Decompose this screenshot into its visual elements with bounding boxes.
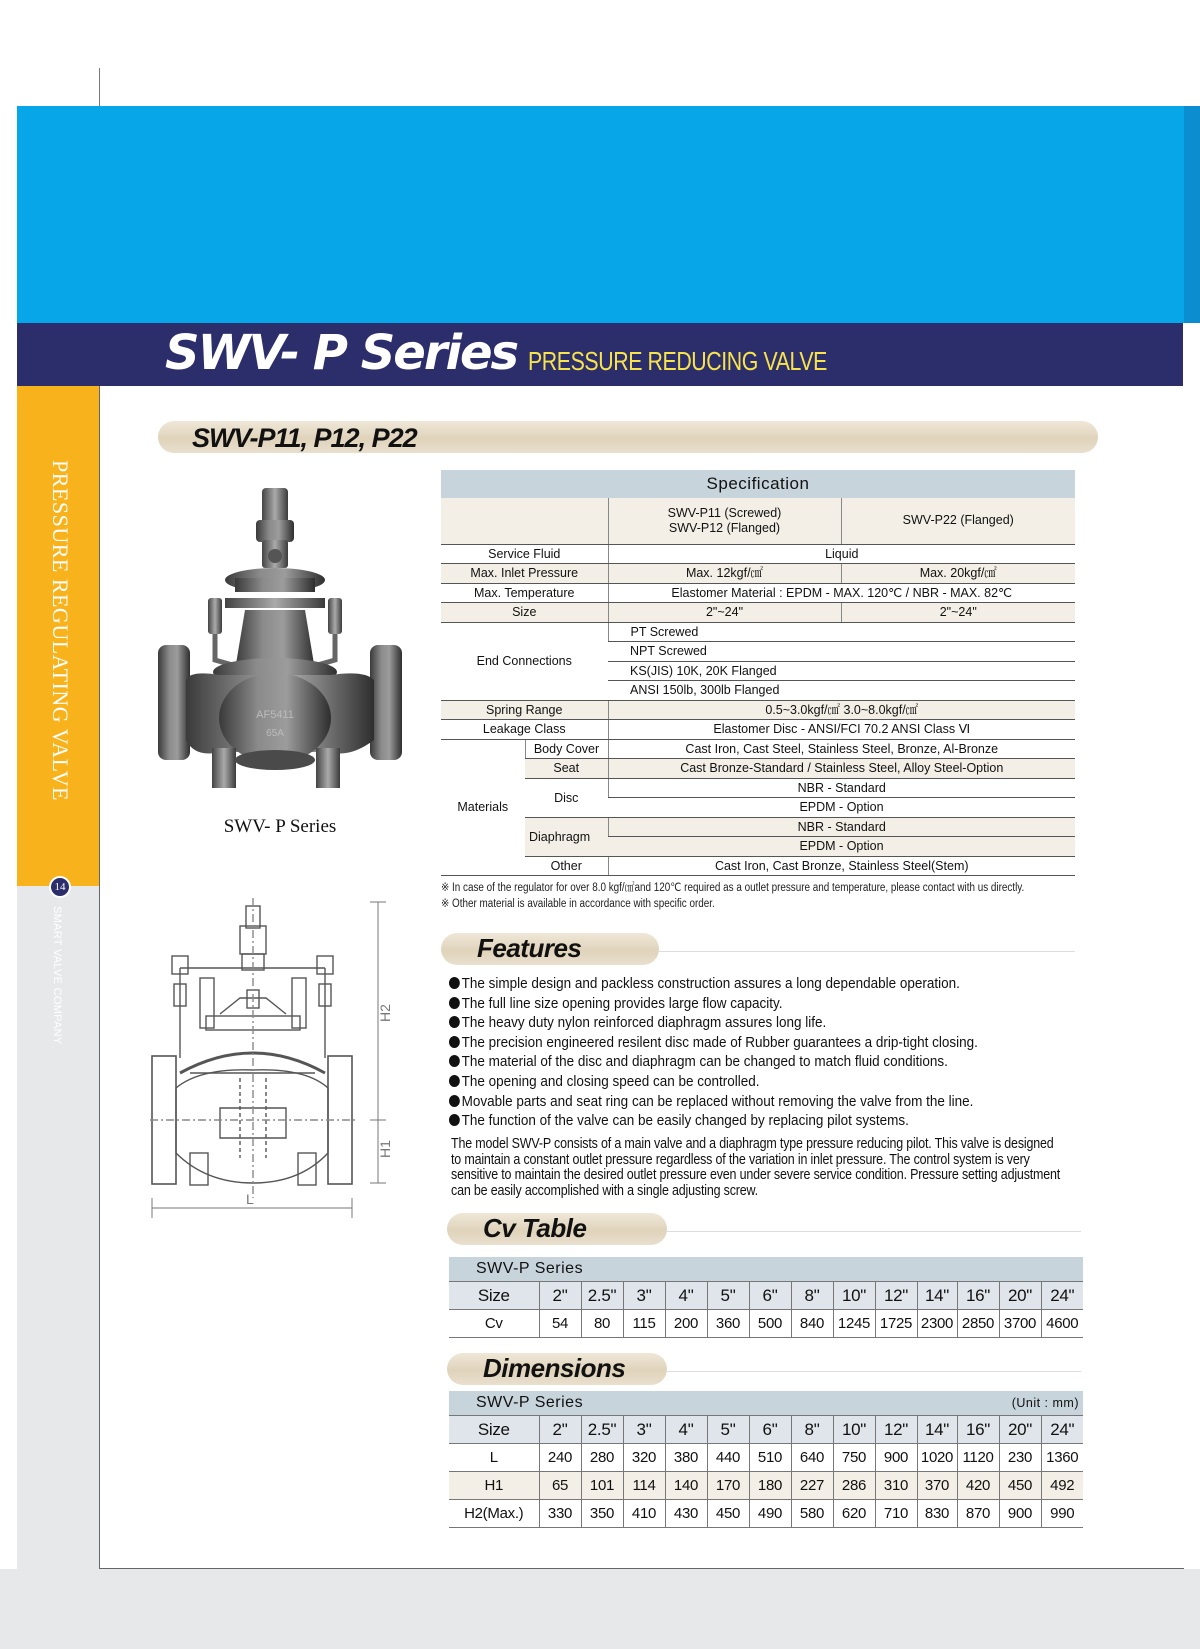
size-cell: 24" bbox=[1041, 1416, 1083, 1444]
dimension-cell: 450 bbox=[707, 1500, 749, 1528]
spec-value: NBR - Standard bbox=[608, 817, 1075, 837]
page-subtitle: PRESSURE REDUCING VALVE bbox=[528, 346, 827, 376]
spec-value: NBR - Standard bbox=[608, 778, 1075, 798]
feature-text: The heavy duty nylon reinforced diaphragm assures long life. bbox=[461, 1014, 827, 1032]
dimension-cell: 580 bbox=[791, 1500, 833, 1528]
size-cell: 5" bbox=[707, 1416, 749, 1444]
spec-row-leakage-class bbox=[441, 720, 1075, 740]
dimension-cell: 750 bbox=[833, 1444, 875, 1472]
dimension-cell: 114 bbox=[623, 1472, 665, 1500]
size-cell: 20" bbox=[999, 1416, 1041, 1444]
spec-sublabel: Seat bbox=[525, 759, 608, 779]
size-cell: 6" bbox=[749, 1282, 791, 1310]
size-label: Size bbox=[449, 1282, 539, 1310]
cv-table bbox=[449, 1281, 1083, 1338]
dimension-cell: 240 bbox=[539, 1444, 581, 1472]
dimension-cell: 710 bbox=[875, 1500, 917, 1528]
cv-label: Cv bbox=[449, 1310, 539, 1338]
spec-note: ※ In case of the regulator for over 8.0 kgf/㎠and 120℃ required as a outlet pressure and temperature, please contact with us directly. bbox=[441, 882, 1025, 894]
photo-caption: SWV- P Series bbox=[223, 816, 337, 837]
cv-value-row bbox=[449, 1310, 1083, 1338]
size-cell: 16" bbox=[957, 1416, 999, 1444]
dimensions-table bbox=[449, 1415, 1083, 1528]
spec-value: PT Screwed bbox=[608, 622, 1075, 642]
dimension-cell: 440 bbox=[707, 1444, 749, 1472]
spec-value: Liquid bbox=[608, 544, 1075, 564]
size-cell: 10" bbox=[833, 1282, 875, 1310]
dimension-cell: 230 bbox=[999, 1444, 1041, 1472]
spec-row-disc bbox=[441, 778, 1075, 798]
dimension-cell: 140 bbox=[665, 1472, 707, 1500]
spec-label: Spring Range bbox=[441, 700, 608, 720]
spec-row-service-fluid bbox=[441, 544, 1075, 564]
left-rule bbox=[99, 386, 100, 1569]
size-cell: 2" bbox=[539, 1416, 581, 1444]
dimension-cell: 170 bbox=[707, 1472, 749, 1500]
dimension-label: H1 bbox=[449, 1472, 539, 1500]
dimensions-title: Dimensions bbox=[483, 1353, 626, 1383]
cv-size-row bbox=[449, 1282, 1083, 1310]
size-cell: 3" bbox=[623, 1282, 665, 1310]
spec-row-diaphragm bbox=[441, 817, 1075, 837]
drawing-label-l: L bbox=[246, 1191, 254, 1207]
size-cell: 14" bbox=[917, 1416, 957, 1444]
spec-row-size bbox=[441, 603, 1075, 623]
cv-table-section bbox=[449, 1257, 1083, 1338]
dimension-cell: 830 bbox=[917, 1500, 957, 1528]
spec-value: 0.5~3.0kgf/㎠ 3.0~8.0kgf/㎠ bbox=[608, 700, 1075, 720]
dimension-cell: 640 bbox=[791, 1444, 833, 1472]
spec-value: EPDM - Option bbox=[608, 837, 1075, 857]
cv-cell: 200 bbox=[665, 1310, 707, 1338]
header-banner-edge bbox=[1184, 106, 1200, 323]
spec-label: Service Fluid bbox=[441, 544, 608, 564]
dimension-cell: 330 bbox=[539, 1500, 581, 1528]
spec-title: Specification bbox=[441, 470, 1075, 498]
dimension-cell: 1120 bbox=[957, 1444, 999, 1472]
size-cell: 24" bbox=[1041, 1282, 1083, 1310]
dimensions-row bbox=[449, 1444, 1083, 1472]
spec-row-seat bbox=[441, 759, 1075, 779]
dimension-cell: 492 bbox=[1041, 1472, 1083, 1500]
size-cell: 3" bbox=[623, 1416, 665, 1444]
features-list bbox=[449, 974, 1089, 1131]
size-cell: 4" bbox=[665, 1282, 707, 1310]
cv-cell: 360 bbox=[707, 1310, 749, 1338]
bullet-icon bbox=[449, 1095, 460, 1107]
spec-value: NPT Screwed bbox=[608, 642, 1075, 662]
dimension-cell: 1360 bbox=[1041, 1444, 1083, 1472]
dimensions-section bbox=[449, 1391, 1083, 1528]
cv-table-title: Cv Table bbox=[483, 1213, 587, 1243]
spec-col-p12-label: SWV-P12 (Flanged) bbox=[668, 520, 781, 535]
size-cell: 4" bbox=[665, 1416, 707, 1444]
cv-cell: 500 bbox=[749, 1310, 791, 1338]
footer-band bbox=[0, 1569, 1200, 1649]
dimension-cell: 310 bbox=[875, 1472, 917, 1500]
dimensions-rule bbox=[667, 1371, 1081, 1372]
cv-cell: 2850 bbox=[957, 1310, 999, 1338]
size-cell: 10" bbox=[833, 1416, 875, 1444]
spec-row-end-connections bbox=[441, 622, 1075, 642]
spec-value: Cast Bronze-Standard / Stainless Steel, Alloy Steel-Option bbox=[608, 759, 1075, 779]
feature-item bbox=[449, 1111, 1025, 1131]
size-cell: 6" bbox=[749, 1416, 791, 1444]
cv-cell: 1245 bbox=[833, 1310, 875, 1338]
size-cell: 2.5" bbox=[581, 1282, 623, 1310]
spec-sublabel: Disc bbox=[525, 778, 608, 817]
size-cell: 12" bbox=[875, 1282, 917, 1310]
dimension-cell: 510 bbox=[749, 1444, 791, 1472]
dimension-cell: 65 bbox=[539, 1472, 581, 1500]
features-rule bbox=[659, 951, 1075, 952]
spec-table bbox=[441, 498, 1075, 876]
spec-sublabel: Other bbox=[525, 856, 608, 876]
bullet-icon bbox=[449, 1055, 460, 1067]
spec-corner-cell bbox=[441, 498, 608, 544]
spec-value: Elastomer Disc - ANSI/FCI 70.2 ANSI Class Ⅵ bbox=[608, 720, 1075, 740]
dimension-cell: 380 bbox=[665, 1444, 707, 1472]
spec-col-p11-p12 bbox=[608, 498, 841, 544]
feature-item bbox=[449, 974, 1025, 994]
bullet-icon bbox=[449, 1016, 460, 1028]
spec-value: 2"~24" bbox=[841, 603, 1075, 623]
page-number: 14 bbox=[49, 876, 71, 898]
spec-row-temperature bbox=[441, 583, 1075, 603]
spec-value: Elastomer Material : EPDM - MAX. 120℃ / NBR - MAX. 82℃ bbox=[608, 583, 1075, 603]
dimension-cell: 410 bbox=[623, 1500, 665, 1528]
feature-text: The function of the valve can be easily changed by replacing pilot systems. bbox=[461, 1112, 909, 1130]
drawing-label-h2: H2 bbox=[377, 1004, 393, 1022]
cv-cell: 54 bbox=[539, 1310, 581, 1338]
dimension-cell: 490 bbox=[749, 1500, 791, 1528]
technical-drawing bbox=[150, 898, 422, 1224]
spec-sublabel: Body Cover bbox=[525, 739, 608, 759]
dimension-cell: 870 bbox=[957, 1500, 999, 1528]
features-title: Features bbox=[477, 933, 582, 963]
size-label: Size bbox=[449, 1416, 539, 1444]
cv-cell: 4600 bbox=[1041, 1310, 1083, 1338]
cv-cell: 3700 bbox=[999, 1310, 1041, 1338]
cv-table-rule bbox=[667, 1231, 1081, 1232]
cv-cell: 115 bbox=[623, 1310, 665, 1338]
size-cell: 16" bbox=[957, 1282, 999, 1310]
feature-text: The full line size opening provides large flow capacity. bbox=[461, 994, 783, 1012]
dimension-cell: 180 bbox=[749, 1472, 791, 1500]
spec-value: KS(JIS) 10K, 20K Flanged bbox=[608, 661, 1075, 681]
spec-label: End Connections bbox=[441, 622, 608, 700]
body-marking-2: 65A bbox=[266, 728, 284, 739]
size-cell: 12" bbox=[875, 1416, 917, 1444]
spec-label: Max. Temperature bbox=[441, 583, 608, 603]
size-cell: 8" bbox=[791, 1282, 833, 1310]
spec-value: Max. 20kgf/㎠ bbox=[841, 564, 1075, 584]
spec-col-p11-label: SWV-P11 (Screwed) bbox=[667, 505, 782, 520]
cv-cell: 840 bbox=[791, 1310, 833, 1338]
spec-materials-label: Materials bbox=[441, 739, 525, 876]
spec-value: EPDM - Option bbox=[608, 798, 1075, 818]
dimension-cell: 1020 bbox=[917, 1444, 957, 1472]
spec-row-body-cover bbox=[441, 739, 1075, 759]
size-cell: 2" bbox=[539, 1282, 581, 1310]
bullet-icon bbox=[449, 1114, 460, 1126]
dimension-cell: 420 bbox=[957, 1472, 999, 1500]
feature-item bbox=[449, 994, 1025, 1014]
cv-table-series: SWV-P Series bbox=[449, 1257, 1083, 1281]
feature-item bbox=[449, 1052, 1025, 1072]
size-cell: 2.5" bbox=[581, 1416, 623, 1444]
dimension-cell: 430 bbox=[665, 1500, 707, 1528]
spec-label: Leakage Class bbox=[441, 720, 608, 740]
dimension-cell: 900 bbox=[875, 1444, 917, 1472]
dimensions-series-label: SWV-P Series bbox=[476, 1394, 584, 1411]
feature-text: The material of the disc and diaphragm can be changed to match fluid conditions. bbox=[461, 1053, 948, 1071]
product-description: The model SWV-P consists of a main valve and a diaphragm type pressure reducing pilot. This valve is designed to maintain a constant outlet pressure regardless of the variation in inlet pressure. The control system is very sensitive to maintain the desired outlet pressure even under severe service condition. Pressure setting adjustment can be easily accomplished with a single adjusting screw. bbox=[451, 1136, 1061, 1199]
cv-cell: 80 bbox=[581, 1310, 623, 1338]
dimensions-row bbox=[449, 1500, 1083, 1528]
dimension-cell: 286 bbox=[833, 1472, 875, 1500]
dimension-cell: 620 bbox=[833, 1500, 875, 1528]
spec-section bbox=[441, 470, 1075, 912]
dimension-cell: 450 bbox=[999, 1472, 1041, 1500]
company-name: SMART VALVE COMPANY bbox=[51, 906, 63, 1045]
size-cell: 8" bbox=[791, 1416, 833, 1444]
size-cell: 20" bbox=[999, 1282, 1041, 1310]
dimension-label: L bbox=[449, 1444, 539, 1472]
spec-row-spring-range bbox=[441, 700, 1075, 720]
spec-label: Max. Inlet Pressure bbox=[441, 564, 608, 584]
dimension-cell: 101 bbox=[581, 1472, 623, 1500]
spec-value: Max. 12kgf/㎠ bbox=[608, 564, 841, 584]
dimension-cell: 900 bbox=[999, 1500, 1041, 1528]
dimension-label: H2(Max.) bbox=[449, 1500, 539, 1528]
spec-value: ANSI 150lb, 300lb Flanged bbox=[608, 681, 1075, 701]
dimension-cell: 227 bbox=[791, 1472, 833, 1500]
sidebar-label: PRESSURE REGULATING VALVE bbox=[48, 460, 73, 801]
cv-cell: 1725 bbox=[875, 1310, 917, 1338]
drawing-label-h1: H1 bbox=[377, 1140, 393, 1158]
dimension-cell: 350 bbox=[581, 1500, 623, 1528]
bullet-icon bbox=[449, 1075, 460, 1087]
spec-value: Cast Iron, Cast Bronze, Stainless Steel(Stem) bbox=[608, 856, 1075, 876]
body-marking-1: AF5411 bbox=[256, 709, 294, 721]
left-margin bbox=[0, 106, 17, 1569]
dimension-cell: 280 bbox=[581, 1444, 623, 1472]
spec-value: Cast Iron, Cast Steel, Stainless Steel, Bronze, Al-Bronze bbox=[608, 739, 1075, 759]
bullet-icon bbox=[449, 977, 460, 989]
feature-text: Movable parts and seat ring can be replaced without removing the valve from the line. bbox=[461, 1092, 974, 1110]
dimension-cell: 990 bbox=[1041, 1500, 1083, 1528]
feature-item bbox=[449, 1072, 1025, 1092]
cv-cell: 2300 bbox=[917, 1310, 957, 1338]
top-rule bbox=[99, 68, 100, 106]
spec-label: Size bbox=[441, 603, 608, 623]
spec-sublabel: Diaphragm bbox=[525, 817, 608, 856]
dimensions-series bbox=[449, 1391, 1083, 1415]
dimension-cell: 370 bbox=[917, 1472, 957, 1500]
feature-item bbox=[449, 1013, 1025, 1033]
dimensions-unit: (Unit : mm) bbox=[1011, 1396, 1079, 1410]
spec-note: ※ Other material is available in accordance with specific order. bbox=[441, 898, 715, 910]
spec-value: 2"~24" bbox=[608, 603, 841, 623]
feature-item bbox=[449, 1092, 1025, 1112]
bullet-icon bbox=[449, 1036, 460, 1048]
header-banner bbox=[17, 106, 1200, 323]
spec-header-row bbox=[441, 498, 1075, 544]
dimensions-row bbox=[449, 1472, 1083, 1500]
valve-photo bbox=[150, 480, 410, 820]
page-title: SWV- P Series bbox=[165, 325, 518, 381]
feature-text: The precision engineered resilent disc made of Rubber guarantees a drip-tight closing. bbox=[461, 1033, 978, 1051]
feature-text: The opening and closing speed can be controlled. bbox=[461, 1072, 760, 1090]
size-cell: 5" bbox=[707, 1282, 749, 1310]
feature-item bbox=[449, 1033, 1025, 1053]
spec-row-inlet-pressure bbox=[441, 564, 1075, 584]
dimensions-size-row bbox=[449, 1416, 1083, 1444]
size-cell: 14" bbox=[917, 1282, 957, 1310]
model-heading: SWV-P11, P12, P22 bbox=[192, 423, 417, 453]
spec-col-p22: SWV-P22 (Flanged) bbox=[841, 498, 1075, 544]
dimension-cell: 320 bbox=[623, 1444, 665, 1472]
spec-row-other bbox=[441, 856, 1075, 876]
feature-text: The simple design and packless construction assures a long dependable operation. bbox=[461, 975, 960, 992]
bullet-icon bbox=[449, 997, 460, 1009]
